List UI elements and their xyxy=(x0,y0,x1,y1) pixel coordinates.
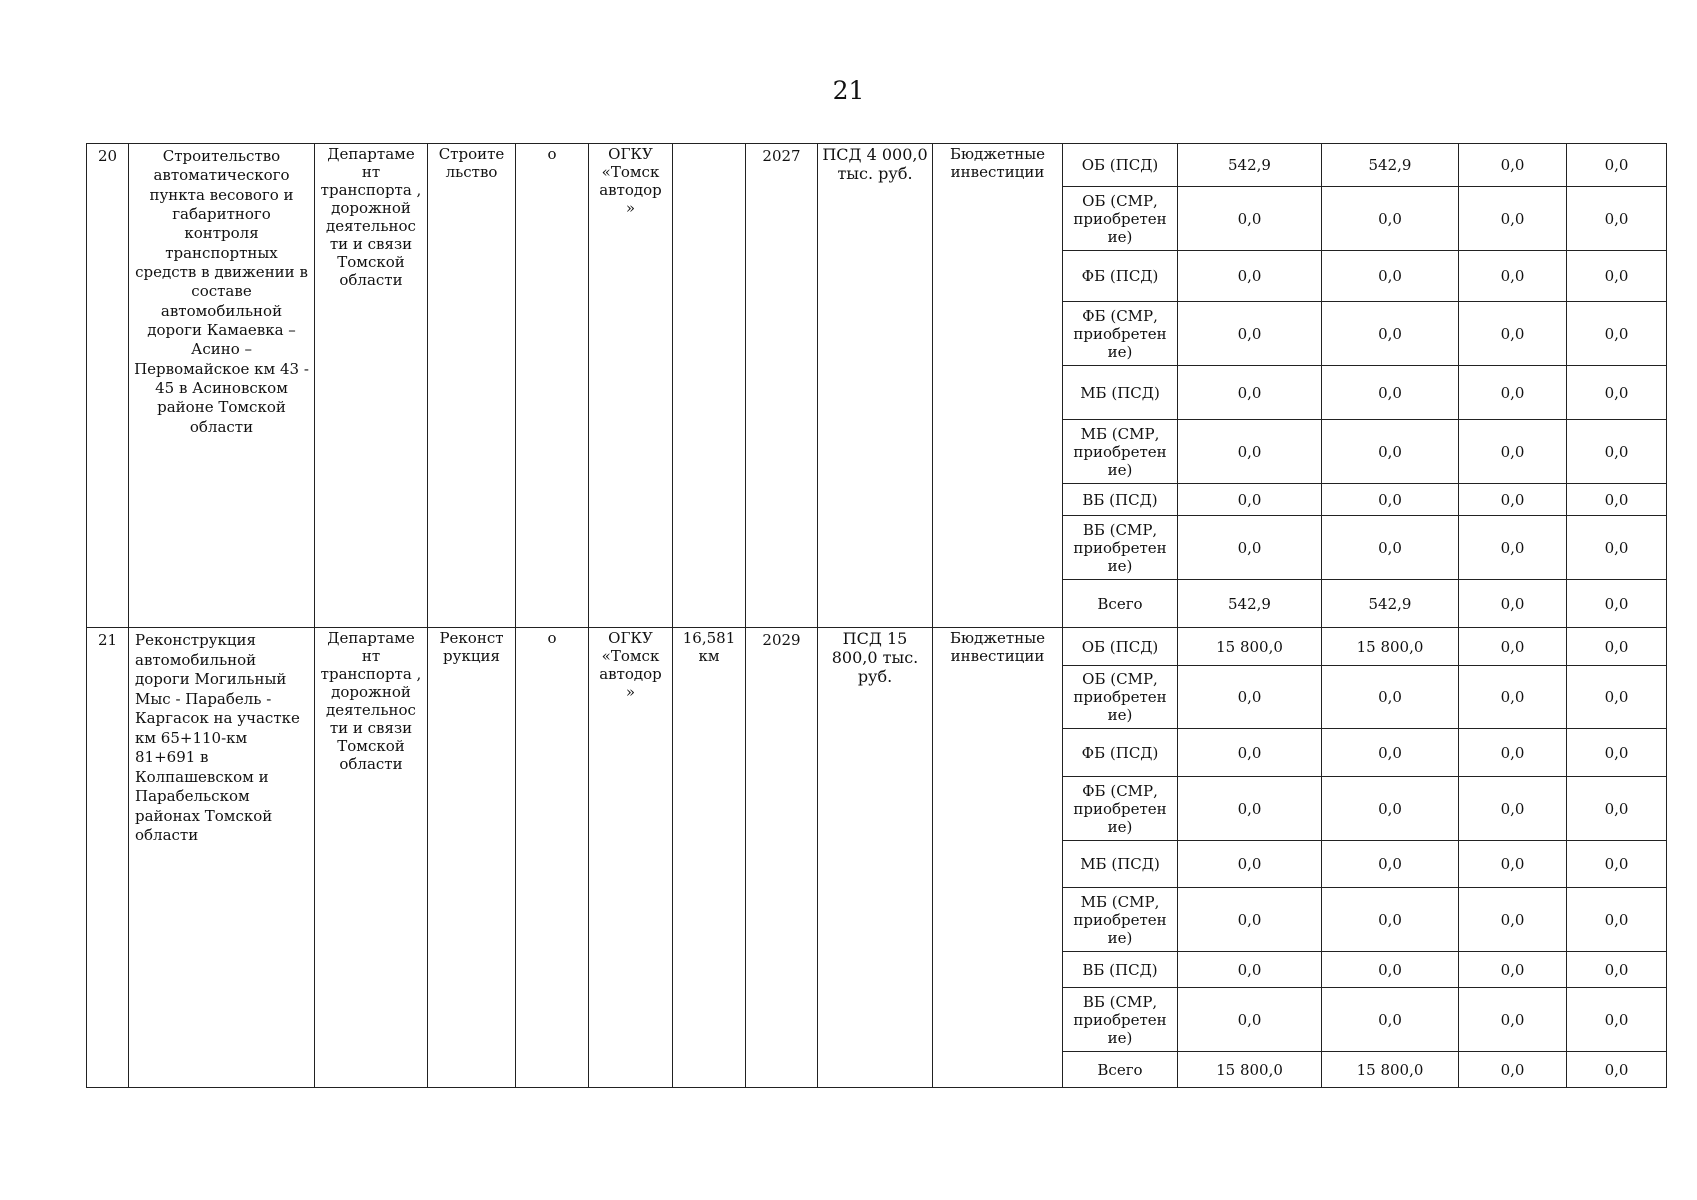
value-cell: 0,0 xyxy=(1322,777,1459,841)
value-cell: 0,0 xyxy=(1459,841,1567,888)
funding-source: ОБ (СМР, приобретен ие) xyxy=(1063,666,1178,729)
value-cell: 0,0 xyxy=(1322,841,1459,888)
value-cell: 0,0 xyxy=(1459,729,1567,777)
value-cell: 0,0 xyxy=(1459,516,1567,580)
funding-source: ФБ (ПСД) xyxy=(1063,251,1178,302)
estimated-cost: ПСД 4 000,0 тыс. руб. xyxy=(818,144,933,628)
capacity: 16,581 км xyxy=(673,628,746,1088)
value-cell: 0,0 xyxy=(1178,952,1322,988)
value-cell: 0,0 xyxy=(1322,187,1459,251)
value-cell: 0,0 xyxy=(1322,888,1459,952)
value-cell: 15 800,0 xyxy=(1178,628,1322,666)
value-cell: 0,0 xyxy=(1322,729,1459,777)
value-cell: 0,0 xyxy=(1322,484,1459,516)
total-cell: 0,0 xyxy=(1459,1052,1567,1088)
funding-source: ВБ (СМР, приобретен ие) xyxy=(1063,516,1178,580)
total-cell: 0,0 xyxy=(1567,580,1667,628)
value-cell: 0,0 xyxy=(1322,366,1459,420)
customer: ОГКУ «Томск автодор » xyxy=(589,628,673,1088)
row-index: 21 xyxy=(87,628,129,1088)
value-cell: 0,0 xyxy=(1459,666,1567,729)
value-cell: 0,0 xyxy=(1322,251,1459,302)
value-cell: 0,0 xyxy=(1178,666,1322,729)
value-cell: 0,0 xyxy=(1567,988,1667,1052)
object-name: Строительство автоматического пункта весового и габаритного контроля транспортных средств в движении в составе автомобильной дороги Камаевка – Асино – Первомайское км 43 - 45 в Асиновском районе Томской области xyxy=(129,144,315,628)
value-cell: 0,0 xyxy=(1567,729,1667,777)
value-cell: 0,0 xyxy=(1178,366,1322,420)
value-cell: 0,0 xyxy=(1567,628,1667,666)
funding-source-total: Всего xyxy=(1063,1052,1178,1088)
total-cell: 0,0 xyxy=(1459,580,1567,628)
total-cell: 0,0 xyxy=(1567,1052,1667,1088)
investment-objects-table xyxy=(86,143,1667,1088)
funding-source: ВБ (СМР, приобретен ие) xyxy=(1063,988,1178,1052)
value-cell: 0,0 xyxy=(1459,952,1567,988)
value-cell: 0,0 xyxy=(1178,420,1322,484)
value-cell: 0,0 xyxy=(1459,888,1567,952)
work-type: Реконст рукция xyxy=(428,628,516,1088)
value-cell: 0,0 xyxy=(1459,988,1567,1052)
funding-source: ВБ (ПСД) xyxy=(1063,484,1178,516)
estimated-cost: ПСД 15 800,0 тыс. руб. xyxy=(818,628,933,1088)
value-cell: 0,0 xyxy=(1178,187,1322,251)
value-cell: 0,0 xyxy=(1459,628,1567,666)
object-name: Реконструкция автомобильной дороги Могильный Мыс - Парабель - Каргасок на участке км 65+110-км 81+691 в Колпашевском и Парабельском районах Томской области xyxy=(129,628,315,1088)
value-cell: 0,0 xyxy=(1567,366,1667,420)
value-cell: 0,0 xyxy=(1459,187,1567,251)
value-cell: 0,0 xyxy=(1322,666,1459,729)
funding-source-total: Всего xyxy=(1063,580,1178,628)
funding-source: ФБ (ПСД) xyxy=(1063,729,1178,777)
value-cell: 0,0 xyxy=(1178,888,1322,952)
value-cell: 15 800,0 xyxy=(1322,628,1459,666)
value-cell: 0,0 xyxy=(1178,302,1322,366)
value-cell: 0,0 xyxy=(1322,420,1459,484)
row-index: 20 xyxy=(87,144,129,628)
value-cell: 0,0 xyxy=(1567,251,1667,302)
funding-source: ВБ (ПСД) xyxy=(1063,952,1178,988)
funding-source: ОБ (СМР, приобретен ие) xyxy=(1063,187,1178,251)
financing-form: Бюджетные инвестиции xyxy=(933,628,1063,1088)
financing-form: Бюджетные инвестиции xyxy=(933,144,1063,628)
funding-source: ОБ (ПСД) xyxy=(1063,144,1178,187)
value-cell: 0,0 xyxy=(1567,777,1667,841)
value-cell: 0,0 xyxy=(1322,952,1459,988)
value-cell: 0,0 xyxy=(1178,729,1322,777)
total-cell: 542,9 xyxy=(1322,580,1459,628)
value-cell: 0,0 xyxy=(1178,988,1322,1052)
funding-source: МБ (СМР, приобретен ие) xyxy=(1063,420,1178,484)
value-cell: 0,0 xyxy=(1567,420,1667,484)
value-cell: 0,0 xyxy=(1459,777,1567,841)
total-cell: 542,9 xyxy=(1178,580,1322,628)
value-cell: 0,0 xyxy=(1567,484,1667,516)
value-cell: 0,0 xyxy=(1459,420,1567,484)
value-cell: 0,0 xyxy=(1567,144,1667,187)
value-cell: 542,9 xyxy=(1178,144,1322,187)
value-cell: 0,0 xyxy=(1567,666,1667,729)
value-cell: 0,0 xyxy=(1178,516,1322,580)
total-cell: 15 800,0 xyxy=(1322,1052,1459,1088)
total-cell: 15 800,0 xyxy=(1178,1052,1322,1088)
value-cell: 0,0 xyxy=(1459,484,1567,516)
funding-source: МБ (ПСД) xyxy=(1063,366,1178,420)
capacity xyxy=(673,144,746,628)
table-row xyxy=(87,628,1667,666)
funding-source: МБ (ПСД) xyxy=(1063,841,1178,888)
value-cell: 0,0 xyxy=(1178,251,1322,302)
mark: о xyxy=(516,628,589,1088)
customer: ОГКУ «Томск автодор » xyxy=(589,144,673,628)
value-cell: 0,0 xyxy=(1459,302,1567,366)
funding-source: МБ (СМР, приобретен ие) xyxy=(1063,888,1178,952)
table-row xyxy=(87,144,1667,187)
value-cell: 0,0 xyxy=(1567,952,1667,988)
completion-year: 2029 xyxy=(746,628,818,1088)
value-cell: 0,0 xyxy=(1322,516,1459,580)
work-type: Строите льство xyxy=(428,144,516,628)
department: Департаме нт транспорта , дорожной деятельнос ти и связи Томской области xyxy=(315,628,428,1088)
funding-source: ФБ (СМР, приобретен ие) xyxy=(1063,777,1178,841)
funding-source: ОБ (ПСД) xyxy=(1063,628,1178,666)
value-cell: 0,0 xyxy=(1567,302,1667,366)
funding-source: ФБ (СМР, приобретен ие) xyxy=(1063,302,1178,366)
value-cell: 0,0 xyxy=(1459,251,1567,302)
value-cell: 0,0 xyxy=(1322,988,1459,1052)
page-number: 21 xyxy=(832,76,865,105)
value-cell: 542,9 xyxy=(1322,144,1459,187)
value-cell: 0,0 xyxy=(1567,187,1667,251)
value-cell: 0,0 xyxy=(1178,841,1322,888)
mark: о xyxy=(516,144,589,628)
value-cell: 0,0 xyxy=(1178,484,1322,516)
value-cell: 0,0 xyxy=(1567,841,1667,888)
value-cell: 0,0 xyxy=(1567,516,1667,580)
department: Департаме нт транспорта , дорожной деятельнос ти и связи Томской области xyxy=(315,144,428,628)
value-cell: 0,0 xyxy=(1178,777,1322,841)
value-cell: 0,0 xyxy=(1322,302,1459,366)
value-cell: 0,0 xyxy=(1459,144,1567,187)
completion-year: 2027 xyxy=(746,144,818,628)
value-cell: 0,0 xyxy=(1567,888,1667,952)
value-cell: 0,0 xyxy=(1459,366,1567,420)
